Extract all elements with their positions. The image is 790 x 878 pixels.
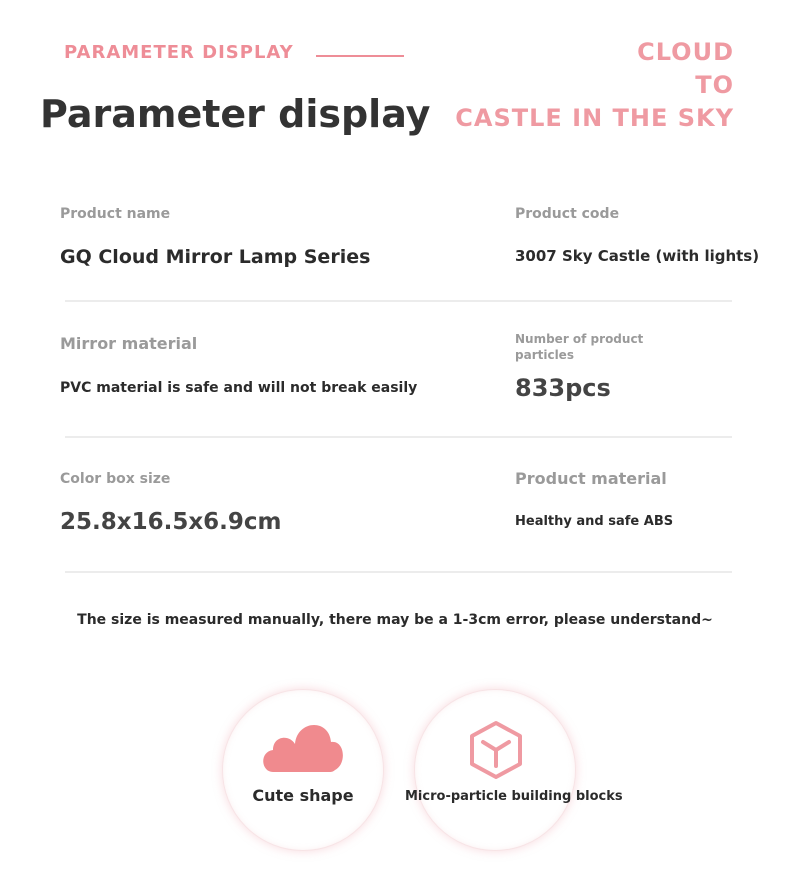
eyebrow-divider [316, 55, 404, 57]
measurement-note: The size is measured manually, there may be a 1-3cm error, please understand~ [77, 612, 713, 628]
box-size-label: Color box size [60, 471, 171, 487]
product-name-label: Product name [60, 206, 171, 222]
row-divider-3 [65, 571, 732, 573]
product-name-value: GQ Cloud Mirror Lamp Series [60, 246, 371, 268]
cube-icon [469, 720, 523, 780]
feature-micro-particle-label: Micro-particle building blocks [405, 789, 623, 804]
cloud-icon [259, 714, 349, 776]
tagline-line-1: CLOUD [637, 38, 734, 66]
product-code-value: 3007 Sky Castle (with lights) [515, 247, 760, 265]
product-code-label: Product code [515, 206, 620, 222]
particles-value: 833pcs [515, 374, 611, 402]
particles-label-line-2: particles [515, 348, 574, 362]
box-size-value: 25.8x16.5x6.9cm [60, 509, 282, 535]
mirror-material-value: PVC material is safe and will not break easily [60, 380, 418, 396]
mirror-material-label: Mirror material [60, 334, 198, 353]
tagline-line-2: TO [695, 71, 734, 99]
particles-label [515, 331, 643, 363]
page-title: Parameter display [40, 92, 431, 136]
product-material-label: Product material [515, 469, 667, 488]
feature-cute-shape [222, 689, 384, 851]
particles-label-line-1: Number of product [515, 332, 644, 346]
section-eyebrow: PARAMETER DISPLAY [64, 42, 294, 63]
feature-micro-particle [405, 689, 623, 851]
row-divider-1 [65, 300, 732, 302]
row-divider-2 [65, 436, 732, 438]
feature-cute-shape-label: Cute shape [252, 786, 354, 805]
tagline-line-3: CASTLE IN THE SKY [455, 104, 734, 132]
product-material-value: Healthy and safe ABS [515, 514, 674, 529]
